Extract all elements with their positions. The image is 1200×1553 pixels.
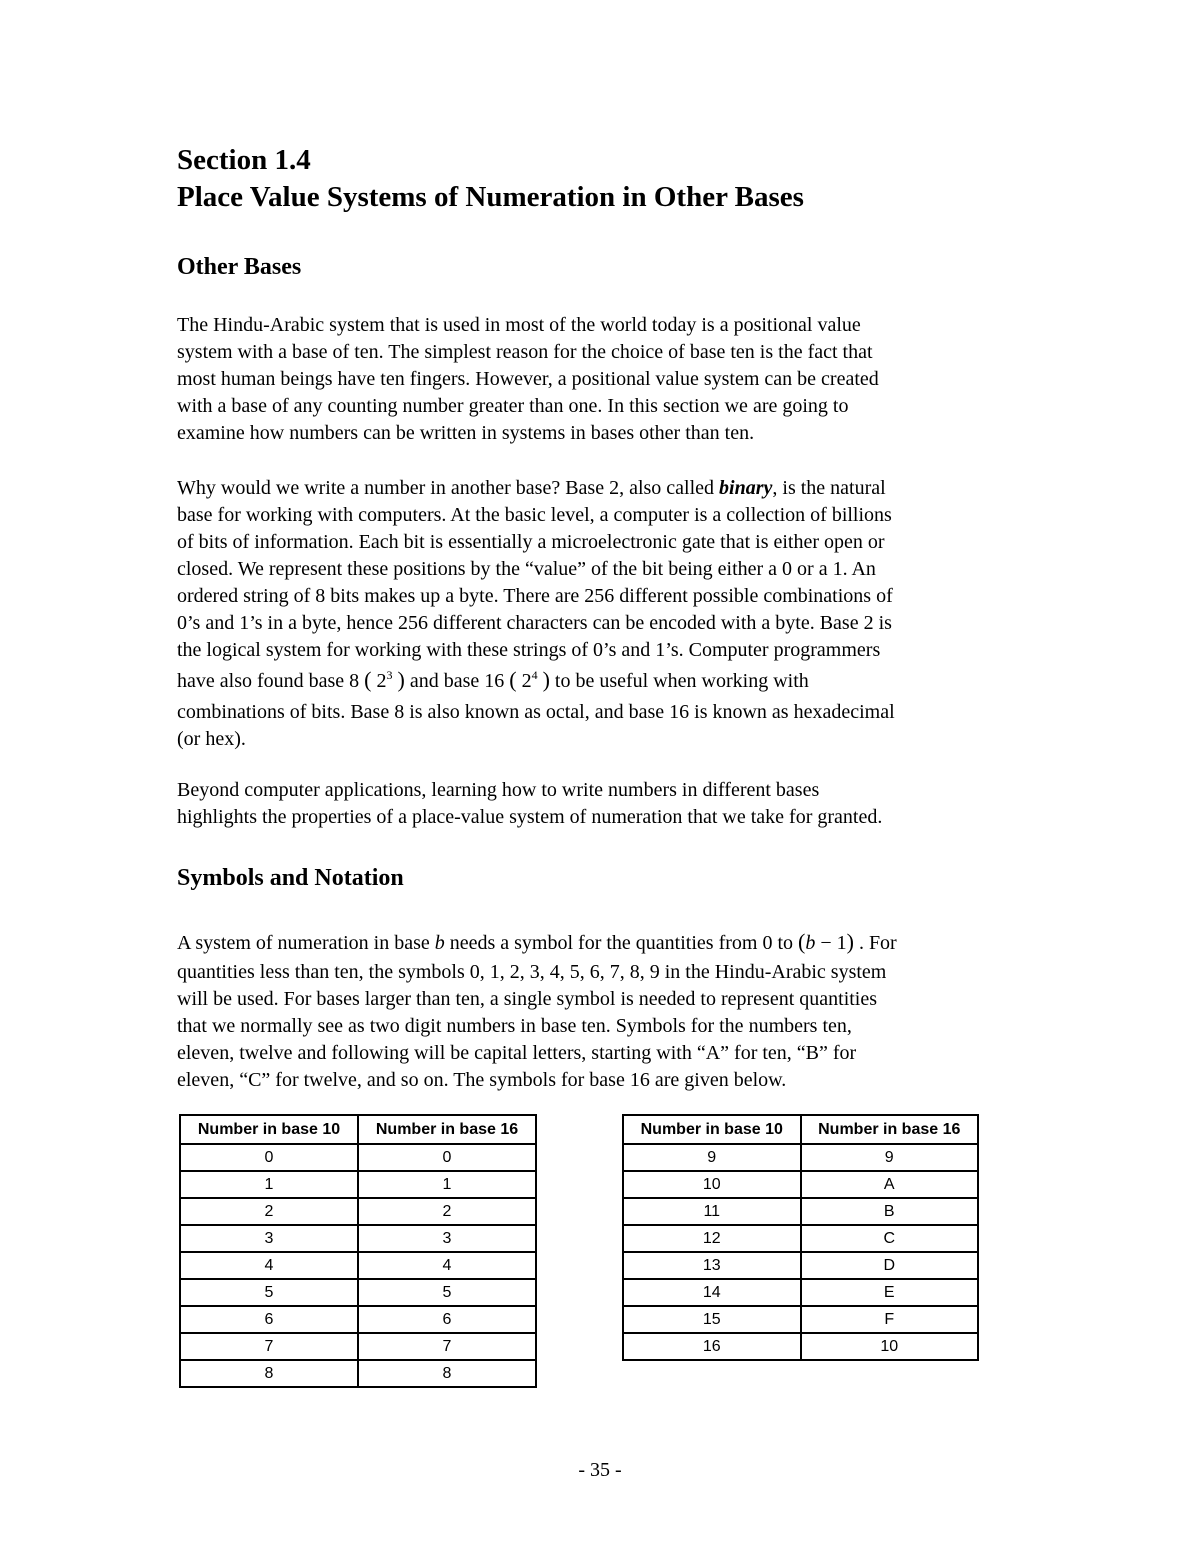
paragraph-line: base for working with computers. At the basic level, a computer is a collection of billions	[177, 504, 892, 526]
cell-base10: 1	[180, 1171, 358, 1198]
cell-base10: 7	[180, 1333, 358, 1360]
table-row	[623, 1171, 978, 1198]
cell-base10: 0	[180, 1144, 358, 1171]
cell-base16: E	[801, 1279, 979, 1306]
table-row	[623, 1144, 978, 1171]
section-label: Section 1.4	[177, 144, 311, 176]
text-run: Why would we write a number in another base? Base 2, also called	[177, 477, 720, 499]
cell-base16: 2	[358, 1198, 536, 1225]
page-number: - 35 -	[578, 1459, 622, 1481]
table-row	[180, 1279, 536, 1306]
paragraph-line: 0’s and 1’s in a byte, hence 256 different characters can be encoded with a byte. Base 2 is	[177, 612, 892, 634]
cell-base16: 4	[358, 1252, 536, 1279]
paragraph-line: eleven, twelve and following will be capital letters, starting with “A” for ten, “B” for	[177, 1042, 857, 1064]
text-run: A system of numeration in base	[177, 932, 435, 954]
column-header-base10: Number in base 10	[180, 1115, 358, 1144]
cell-base16: 8	[358, 1360, 536, 1387]
paragraph-line: highlights the properties of a place-value system of numeration that we take for granted.	[177, 806, 883, 828]
table-row	[180, 1252, 536, 1279]
variable-b: b	[434, 932, 445, 954]
cell-base16: 1	[358, 1171, 536, 1198]
cell-base16: 10	[801, 1333, 979, 1360]
cell-base10: 10	[623, 1171, 801, 1198]
paragraph-line: The Hindu-Arabic system that is used in most of the world today is a positional value	[177, 314, 861, 336]
cell-base16: B	[801, 1198, 979, 1225]
column-header-base16: Number in base 16	[801, 1115, 979, 1144]
paragraph-symbols	[177, 926, 1037, 1094]
table-row	[180, 1333, 536, 1360]
cell-base16: 5	[358, 1279, 536, 1306]
paragraph-line	[177, 475, 1037, 502]
cell-base10: 15	[623, 1306, 801, 1333]
cell-base10: 12	[623, 1225, 801, 1252]
cell-base10: 16	[623, 1333, 801, 1360]
text-run: . For	[853, 932, 897, 954]
column-header-base10: Number in base 10	[623, 1115, 801, 1144]
paragraph-line: examine how numbers can be written in systems in bases other than ten.	[177, 422, 755, 444]
cell-base10: 5	[180, 1279, 358, 1306]
cell-base10: 11	[623, 1198, 801, 1225]
cell-base16: 6	[358, 1306, 536, 1333]
table-row	[623, 1252, 978, 1279]
table-header-row	[623, 1115, 978, 1144]
paragraph-intro	[177, 312, 1037, 447]
paragraph-line: that we normally see as two digit numbers in base ten. Symbols for the numbers ten,	[177, 1015, 852, 1037]
table-row	[623, 1225, 978, 1252]
paragraph-applications	[177, 777, 1037, 831]
table-row	[623, 1279, 978, 1306]
table-row	[180, 1360, 536, 1387]
heading-symbols-notation: Symbols and Notation	[177, 865, 404, 891]
table-row	[623, 1306, 978, 1333]
paragraph-line: of bits of information. Each bit is essentially a microelectronic gate that is either open or	[177, 531, 885, 553]
paragraph-line: quantities less than ten, the symbols 0, 1, 2, 3, 4, 5, 6, 7, 8, 9 in the Hindu-Arabic system	[177, 961, 887, 983]
paragraph-line: most human beings have ten fingers. However, a positional value system can be created	[177, 368, 879, 390]
text-run: and base 16	[404, 670, 510, 692]
paragraph-binary	[177, 475, 1037, 753]
cell-base10: 13	[623, 1252, 801, 1279]
binary-term: binary	[719, 477, 773, 499]
table-row	[180, 1198, 536, 1225]
power-expression: ( $2^3$ )	[364, 667, 405, 692]
paragraph-line: the logical system for working with these strings of 0’s and 1’s. Computer programmers	[177, 639, 881, 661]
base-table-left	[179, 1114, 537, 1388]
paragraph-line: ordered string of 8 bits makes up a byte. There are 256 different possible combinations of	[177, 585, 893, 607]
cell-base16: D	[801, 1252, 979, 1279]
paragraph-line: will be used. For bases larger than ten, a single symbol is needed to represent quantities	[177, 988, 878, 1010]
table-row	[180, 1225, 536, 1252]
page-title: Place Value Systems of Numeration in Other Bases	[177, 181, 804, 213]
text-run: , is the natural	[772, 477, 886, 499]
table-row	[180, 1171, 536, 1198]
power-expression: ( $2^4$ )	[509, 667, 550, 692]
cell-base10: 14	[623, 1279, 801, 1306]
cell-base16: F	[801, 1306, 979, 1333]
paragraph-line	[177, 926, 1037, 959]
paragraph-line: combinations of bits. Base 8 is also known as octal, and base 16 is known as hexadecimal	[177, 701, 895, 723]
cell-base16: C	[801, 1225, 979, 1252]
table-header-row	[180, 1115, 536, 1144]
cell-base16: A	[801, 1171, 979, 1198]
paragraph-line: Beyond computer applications, learning how to write numbers in different bases	[177, 779, 820, 801]
heading-other-bases: Other Bases	[177, 254, 302, 280]
paragraph-line: closed. We represent these positions by the “value” of the bit being either a 0 or a 1. An	[177, 558, 876, 580]
cell-base16: 0	[358, 1144, 536, 1171]
table-row	[180, 1144, 536, 1171]
paragraph-line: system with a base of ten. The simplest reason for the choice of base ten is the fact that	[177, 341, 873, 363]
paragraph-line: with a base of any counting number greater than one. In this section we are going to	[177, 395, 849, 417]
column-header-base16: Number in base 16	[358, 1115, 536, 1144]
cell-base10: 2	[180, 1198, 358, 1225]
base-table-right	[622, 1114, 979, 1361]
text-run: to be useful when working with	[549, 670, 809, 692]
math-expression: (b − 1)	[798, 929, 854, 954]
cell-base10: 8	[180, 1360, 358, 1387]
cell-base16: 9	[801, 1144, 979, 1171]
text-run: needs a symbol for the quantities from 0 to	[444, 932, 798, 954]
table-row	[180, 1306, 536, 1333]
cell-base10: 4	[180, 1252, 358, 1279]
paragraph-line: eleven, “C” for twelve, and so on. The symbols for base 16 are given below.	[177, 1069, 787, 1091]
paragraph-line	[177, 664, 1037, 699]
cell-base16: 7	[358, 1333, 536, 1360]
text-run: have also found base 8	[177, 670, 365, 692]
cell-base16: 3	[358, 1225, 536, 1252]
cell-base10: 9	[623, 1144, 801, 1171]
cell-base10: 6	[180, 1306, 358, 1333]
cell-base10: 3	[180, 1225, 358, 1252]
table-row	[623, 1333, 978, 1360]
paragraph-line: (or hex).	[177, 728, 246, 750]
table-row	[623, 1198, 978, 1225]
